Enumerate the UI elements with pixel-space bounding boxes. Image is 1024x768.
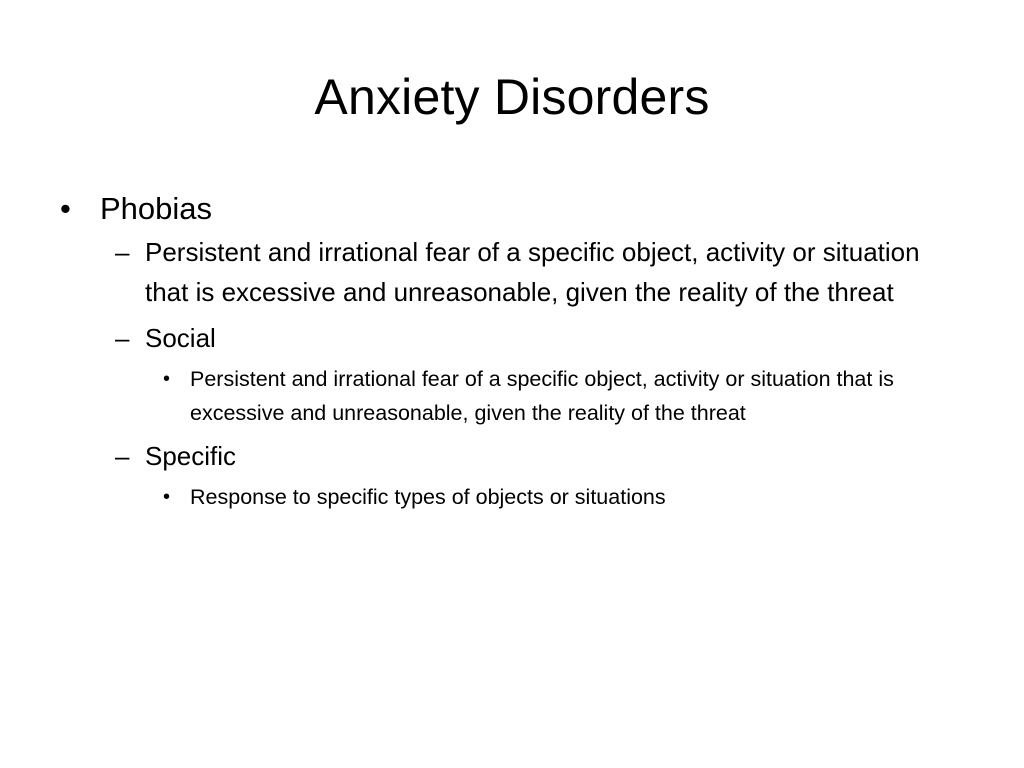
bullet-text: Phobias: [100, 191, 213, 226]
slide-content: [60, 188, 960, 514]
subbullet-text: Social: [145, 323, 216, 353]
detail-specific: [163, 480, 960, 514]
dash-marker: –: [115, 441, 130, 471]
detail-text: Persistent and irrational fear of a specific object, activity or situation that is excessive and unreasonable, given the reality of the threat: [190, 367, 894, 425]
subbullet-social: [115, 318, 960, 358]
dash-marker: –: [115, 237, 130, 267]
bullet-marker: •: [163, 486, 171, 508]
bullet-marker: •: [60, 191, 71, 226]
subbullet-specific: [115, 436, 960, 476]
dash-marker: –: [115, 323, 130, 353]
bullet-phobias: [60, 188, 960, 230]
bullet-marker: •: [163, 368, 171, 390]
subbullet-text: Specific: [145, 441, 237, 471]
subbullet-text: Persistent and irrational fear of a specific object, activity or situation that is excessive and unreasonable, given the reality of the threat: [145, 237, 920, 307]
subbullet-definition: [115, 232, 960, 312]
detail-social: [163, 362, 960, 430]
detail-text: Response to specific types of objects or situations: [190, 485, 666, 509]
slide-title: Anxiety Disorders: [314, 69, 710, 125]
